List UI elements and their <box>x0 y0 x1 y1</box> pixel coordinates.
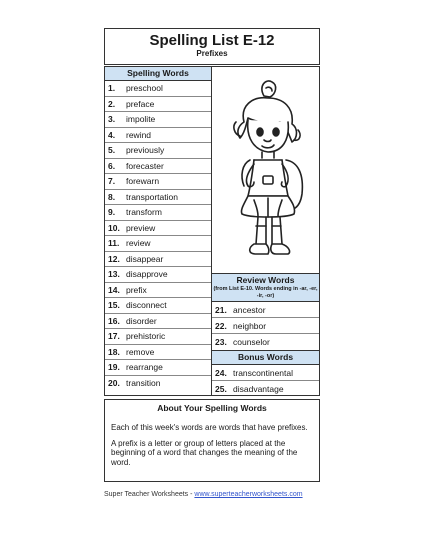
word-row <box>212 381 319 397</box>
review-bonus-panel <box>212 273 319 397</box>
footer-link[interactable]: www.superteacherworksheets.com <box>194 491 303 498</box>
page-subtitle: Prefixes <box>196 49 228 58</box>
word-number: 15. <box>108 300 120 310</box>
word-row <box>212 318 319 334</box>
word-row <box>105 190 211 206</box>
page-title: Spelling List E-12 <box>149 32 275 49</box>
word-row <box>105 159 211 175</box>
review-words-header <box>212 273 319 302</box>
about-paragraph-1: Each of this week's words are words that have prefixes. <box>111 423 308 432</box>
word-text: remove <box>126 346 155 357</box>
word-number: 2. <box>108 98 116 109</box>
word-number: 20. <box>108 377 120 388</box>
word-text: disconnect <box>126 300 167 310</box>
word-number: 3. <box>108 114 116 124</box>
word-number: 4. <box>108 129 116 140</box>
review-words-list <box>212 302 319 350</box>
word-row <box>105 329 211 345</box>
word-number: 24. <box>215 368 227 378</box>
word-number: 21. <box>215 305 227 315</box>
word-row <box>212 334 319 350</box>
word-row <box>105 314 211 330</box>
word-number: 6. <box>108 160 116 171</box>
word-text: prefix <box>126 284 147 295</box>
word-text: disadvantage <box>233 384 284 394</box>
word-text: previously <box>126 145 165 155</box>
spelling-words-list <box>105 81 211 391</box>
word-text: review <box>126 238 151 248</box>
word-text: forecaster <box>126 160 164 171</box>
word-text: rewind <box>126 129 152 140</box>
word-row <box>105 112 211 128</box>
word-number: 22. <box>215 321 227 331</box>
word-number: 8. <box>108 191 116 202</box>
word-number: 17. <box>108 331 120 341</box>
word-row <box>105 81 211 97</box>
word-number: 12. <box>108 253 120 264</box>
word-row <box>105 298 211 314</box>
word-text: transition <box>126 377 161 388</box>
word-text: transportation <box>126 191 178 202</box>
girl-with-backpack-illustration <box>214 76 318 268</box>
word-row <box>105 174 211 190</box>
word-text: preview <box>126 222 156 233</box>
word-text: disappear <box>126 253 164 264</box>
word-text: impolite <box>126 114 156 124</box>
word-text: ancestor <box>233 305 266 315</box>
word-row <box>105 252 211 268</box>
word-row <box>105 360 211 376</box>
footer-text: Super Teacher Worksheets - <box>104 491 195 498</box>
word-number: 7. <box>108 176 116 186</box>
word-row <box>105 236 211 252</box>
word-number: 10. <box>108 222 120 233</box>
word-text: counselor <box>233 337 270 347</box>
word-row <box>105 143 211 159</box>
word-number: 14. <box>108 284 120 295</box>
word-number: 18. <box>108 346 120 357</box>
word-number: 19. <box>108 362 120 372</box>
word-text: neighbor <box>233 321 267 331</box>
word-number: 11. <box>108 238 120 248</box>
spelling-words-column <box>105 67 212 395</box>
bonus-words-list <box>212 365 319 397</box>
review-words-title: Review Words <box>236 275 295 285</box>
word-text: preface <box>126 98 155 109</box>
word-number: 25. <box>215 384 227 394</box>
word-number: 23. <box>215 337 227 347</box>
word-row <box>105 205 211 221</box>
word-row <box>105 376 211 392</box>
word-row <box>212 365 319 381</box>
word-row <box>105 345 211 361</box>
about-paragraph-2: A prefix is a letter or group of letters placed at the beginning of a word that changes the meaning of the word. <box>111 438 298 467</box>
word-number: 13. <box>108 269 120 279</box>
word-text: rearrange <box>126 362 163 372</box>
spelling-words-header: Spelling Words <box>105 67 211 81</box>
bonus-words-header: Bonus Words <box>212 350 319 365</box>
title-box <box>104 28 320 65</box>
word-row <box>105 221 211 237</box>
word-text: preschool <box>126 83 163 93</box>
word-text: disorder <box>126 315 157 326</box>
word-text: prehistoric <box>126 331 166 341</box>
word-row <box>105 283 211 299</box>
about-title: About Your Spelling Words <box>157 403 267 413</box>
word-number: 9. <box>108 207 116 217</box>
word-text: transcontinental <box>233 368 294 378</box>
about-section <box>104 399 320 482</box>
word-row <box>105 267 211 283</box>
word-number: 16. <box>108 315 120 326</box>
word-row <box>212 302 319 318</box>
word-number: 5. <box>108 145 116 155</box>
word-row <box>105 97 211 113</box>
word-text: forewarn <box>126 176 160 186</box>
review-words-subheader: (from List E-10. Words ending in -ar, -er, -ir, -or) <box>213 286 318 299</box>
word-row <box>105 128 211 144</box>
word-text: transform <box>126 207 162 217</box>
word-number: 1. <box>108 83 116 93</box>
footer <box>104 491 303 498</box>
word-text: disapprove <box>126 269 168 279</box>
